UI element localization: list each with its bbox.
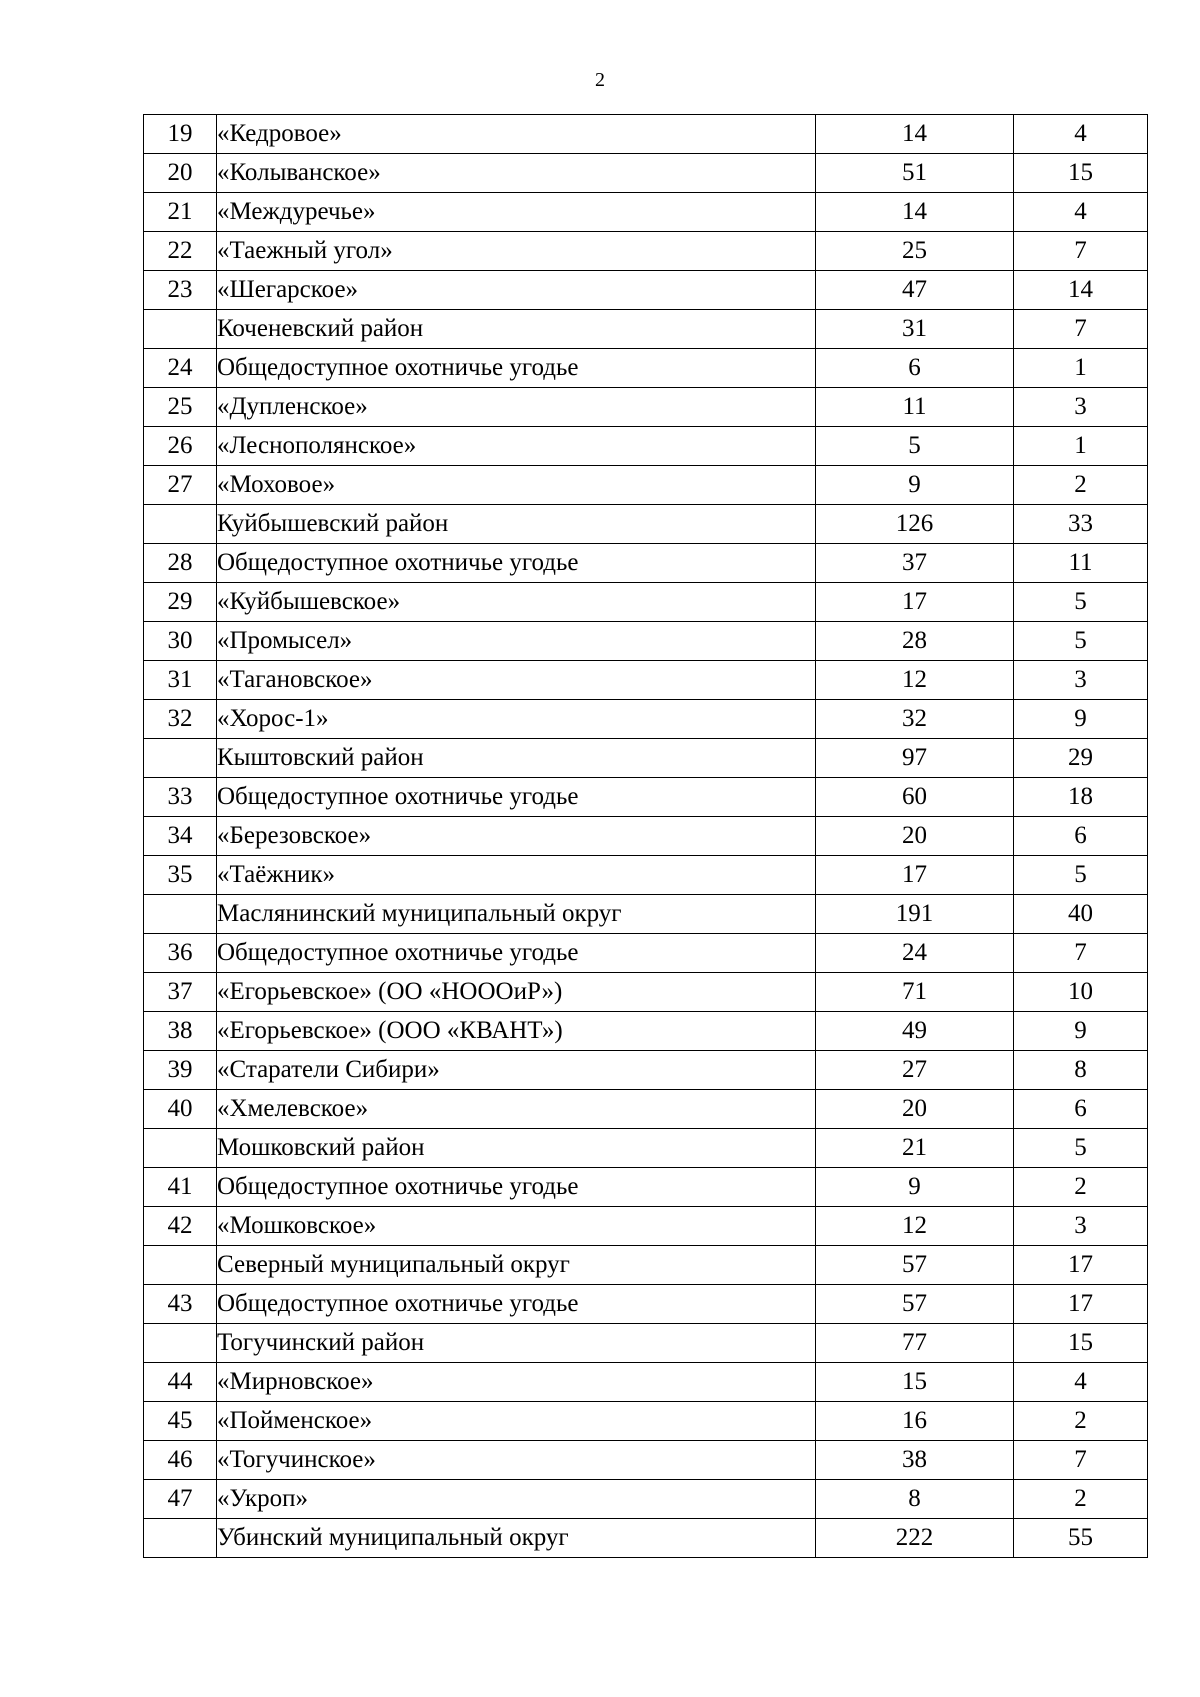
row-name-cell: «Мошковское» [217,1207,816,1246]
row-value-a-cell: 25 [816,232,1014,271]
row-value-a-cell: 57 [816,1246,1014,1285]
row-value-b-cell: 11 [1014,544,1148,583]
table-row [144,1363,1148,1402]
row-number-cell: 47 [144,1480,217,1519]
row-value-b-cell: 3 [1014,388,1148,427]
row-value-a-cell: 8 [816,1480,1014,1519]
row-name-cell: «Кедровое» [217,115,816,154]
row-value-b-cell: 2 [1014,1480,1148,1519]
row-number-cell: 36 [144,934,217,973]
row-value-b-cell: 5 [1014,622,1148,661]
table-row [144,778,1148,817]
table-row [144,271,1148,310]
row-value-b-cell: 17 [1014,1246,1148,1285]
row-value-a-cell: 17 [816,583,1014,622]
row-value-a-cell: 49 [816,1012,1014,1051]
row-value-b-cell: 9 [1014,1012,1148,1051]
table-row [144,739,1148,778]
row-value-b-cell: 7 [1014,934,1148,973]
row-value-b-cell: 5 [1014,1129,1148,1168]
row-value-b-cell: 10 [1014,973,1148,1012]
row-value-b-cell: 2 [1014,466,1148,505]
row-value-a-cell: 27 [816,1051,1014,1090]
row-value-b-cell: 7 [1014,1441,1148,1480]
row-value-b-cell: 15 [1014,1324,1148,1363]
row-number-cell: 19 [144,115,217,154]
table-row [144,310,1148,349]
row-value-b-cell: 7 [1014,232,1148,271]
row-number-cell [144,505,217,544]
table-row [144,115,1148,154]
table-row [144,388,1148,427]
table-row [144,1246,1148,1285]
row-number-cell [144,1519,217,1558]
row-value-b-cell: 33 [1014,505,1148,544]
table-row [144,1090,1148,1129]
row-name-cell: «Егорьевское» (ОО «НОООиР») [217,973,816,1012]
table-row [144,817,1148,856]
table-row [144,1480,1148,1519]
row-number-cell: 35 [144,856,217,895]
table-row [144,895,1148,934]
row-value-a-cell: 17 [816,856,1014,895]
data-table [143,114,1148,1558]
row-name-cell: «Тагановское» [217,661,816,700]
row-name-cell: «Таёжник» [217,856,816,895]
row-value-b-cell: 3 [1014,1207,1148,1246]
row-number-cell: 41 [144,1168,217,1207]
table-row [144,1051,1148,1090]
row-value-b-cell: 8 [1014,1051,1148,1090]
table-row [144,661,1148,700]
row-number-cell [144,1246,217,1285]
row-number-cell: 22 [144,232,217,271]
row-value-a-cell: 126 [816,505,1014,544]
row-value-a-cell: 97 [816,739,1014,778]
row-value-b-cell: 18 [1014,778,1148,817]
row-value-a-cell: 14 [816,115,1014,154]
row-name-cell: Мошковский район [217,1129,816,1168]
row-value-a-cell: 71 [816,973,1014,1012]
table-row [144,1402,1148,1441]
row-value-a-cell: 47 [816,271,1014,310]
table-row [144,856,1148,895]
row-value-a-cell: 51 [816,154,1014,193]
row-name-cell: «Леснополянское» [217,427,816,466]
row-value-b-cell: 17 [1014,1285,1148,1324]
row-number-cell: 39 [144,1051,217,1090]
page-number: 2 [595,69,605,91]
row-name-cell: «Пойменское» [217,1402,816,1441]
row-number-cell: 20 [144,154,217,193]
row-name-cell: Общедоступное охотничье угодье [217,1168,816,1207]
row-value-a-cell: 21 [816,1129,1014,1168]
table-row [144,700,1148,739]
row-name-cell: Общедоступное охотничье угодье [217,1285,816,1324]
row-number-cell [144,1129,217,1168]
row-number-cell: 29 [144,583,217,622]
row-number-cell: 37 [144,973,217,1012]
row-value-b-cell: 3 [1014,661,1148,700]
row-value-a-cell: 15 [816,1363,1014,1402]
row-name-cell: «Дупленское» [217,388,816,427]
table-row [144,1168,1148,1207]
row-value-b-cell: 9 [1014,700,1148,739]
row-number-cell: 40 [144,1090,217,1129]
row-number-cell: 25 [144,388,217,427]
row-value-b-cell: 2 [1014,1168,1148,1207]
row-value-b-cell: 2 [1014,1402,1148,1441]
table-row [144,1441,1148,1480]
row-number-cell: 23 [144,271,217,310]
table-row [144,427,1148,466]
row-number-cell: 30 [144,622,217,661]
row-value-a-cell: 37 [816,544,1014,583]
row-value-a-cell: 28 [816,622,1014,661]
row-name-cell: «Куйбышевское» [217,583,816,622]
row-value-a-cell: 191 [816,895,1014,934]
row-name-cell: «Хорос-1» [217,700,816,739]
row-value-b-cell: 29 [1014,739,1148,778]
row-value-a-cell: 38 [816,1441,1014,1480]
row-value-a-cell: 20 [816,817,1014,856]
row-name-cell: «Колыванское» [217,154,816,193]
row-value-a-cell: 77 [816,1324,1014,1363]
row-value-a-cell: 57 [816,1285,1014,1324]
row-name-cell: «Тогучинское» [217,1441,816,1480]
row-value-b-cell: 5 [1014,856,1148,895]
row-number-cell [144,1324,217,1363]
row-number-cell [144,895,217,934]
table-row [144,232,1148,271]
row-number-cell: 26 [144,427,217,466]
row-number-cell: 32 [144,700,217,739]
row-value-b-cell: 6 [1014,1090,1148,1129]
row-name-cell: Коченевский район [217,310,816,349]
row-name-cell: «Междуречье» [217,193,816,232]
row-value-a-cell: 9 [816,466,1014,505]
row-number-cell: 31 [144,661,217,700]
row-name-cell: Общедоступное охотничье угодье [217,544,816,583]
row-name-cell: Маслянинский муниципальный округ [217,895,816,934]
row-name-cell: Общедоступное охотничье угодье [217,934,816,973]
row-name-cell: «Старатели Сибири» [217,1051,816,1090]
row-value-b-cell: 15 [1014,154,1148,193]
row-name-cell: Общедоступное охотничье угодье [217,349,816,388]
row-number-cell: 42 [144,1207,217,1246]
row-value-a-cell: 16 [816,1402,1014,1441]
table-row [144,1285,1148,1324]
row-name-cell: Куйбышевский район [217,505,816,544]
row-number-cell: 21 [144,193,217,232]
row-name-cell: Тогучинский район [217,1324,816,1363]
row-value-a-cell: 12 [816,661,1014,700]
table-row [144,544,1148,583]
row-number-cell: 28 [144,544,217,583]
table-row [144,973,1148,1012]
table-row [144,154,1148,193]
table-row [144,1012,1148,1051]
row-value-a-cell: 14 [816,193,1014,232]
row-number-cell: 44 [144,1363,217,1402]
row-value-b-cell: 1 [1014,427,1148,466]
row-name-cell: «Моховое» [217,466,816,505]
row-value-b-cell: 14 [1014,271,1148,310]
row-value-a-cell: 24 [816,934,1014,973]
row-number-cell: 33 [144,778,217,817]
row-value-b-cell: 4 [1014,1363,1148,1402]
table-row [144,622,1148,661]
table-body [144,115,1148,1558]
row-name-cell: «Егорьевское» (ООО «КВАНТ») [217,1012,816,1051]
row-value-a-cell: 20 [816,1090,1014,1129]
row-name-cell: Кыштовский район [217,739,816,778]
row-name-cell: Убинский муниципальный округ [217,1519,816,1558]
row-number-cell [144,739,217,778]
table-row [144,1207,1148,1246]
row-name-cell: Общедоступное охотничье угодье [217,778,816,817]
table-row [144,934,1148,973]
row-value-b-cell: 55 [1014,1519,1148,1558]
table-row [144,505,1148,544]
row-name-cell: «Хмелевское» [217,1090,816,1129]
row-name-cell: «Березовское» [217,817,816,856]
row-value-a-cell: 60 [816,778,1014,817]
row-value-a-cell: 6 [816,349,1014,388]
row-value-b-cell: 40 [1014,895,1148,934]
row-name-cell: «Таежный угол» [217,232,816,271]
row-name-cell: «Промысел» [217,622,816,661]
row-value-a-cell: 9 [816,1168,1014,1207]
row-number-cell [144,310,217,349]
row-number-cell: 46 [144,1441,217,1480]
table-row [144,583,1148,622]
row-name-cell: Северный муниципальный округ [217,1246,816,1285]
row-value-b-cell: 6 [1014,817,1148,856]
row-value-b-cell: 1 [1014,349,1148,388]
row-name-cell: «Укроп» [217,1480,816,1519]
row-number-cell: 24 [144,349,217,388]
row-number-cell: 43 [144,1285,217,1324]
row-value-a-cell: 11 [816,388,1014,427]
row-name-cell: «Мирновское» [217,1363,816,1402]
table-row [144,1324,1148,1363]
table-row [144,1129,1148,1168]
row-value-a-cell: 32 [816,700,1014,739]
row-number-cell: 38 [144,1012,217,1051]
row-value-b-cell: 4 [1014,115,1148,154]
row-value-a-cell: 31 [816,310,1014,349]
table-row [144,349,1148,388]
table-row [144,193,1148,232]
row-number-cell: 34 [144,817,217,856]
row-value-a-cell: 5 [816,427,1014,466]
row-number-cell: 45 [144,1402,217,1441]
table-row [144,466,1148,505]
row-value-a-cell: 12 [816,1207,1014,1246]
row-value-b-cell: 5 [1014,583,1148,622]
row-value-b-cell: 4 [1014,193,1148,232]
row-value-b-cell: 7 [1014,310,1148,349]
row-number-cell: 27 [144,466,217,505]
row-value-a-cell: 222 [816,1519,1014,1558]
row-name-cell: «Шегарское» [217,271,816,310]
table-row [144,1519,1148,1558]
